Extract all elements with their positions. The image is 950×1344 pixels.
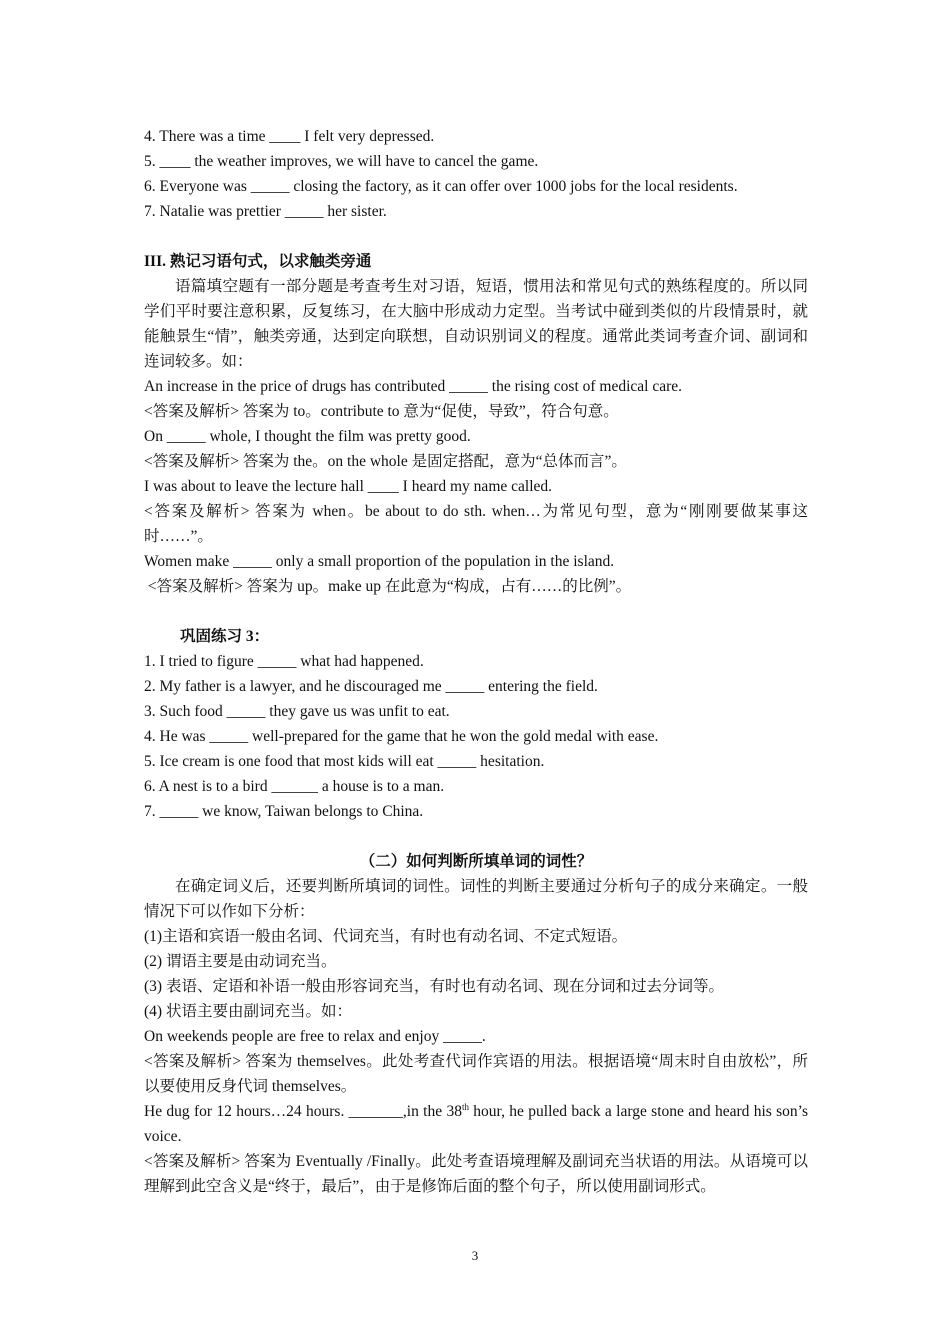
rule-item: (4) 状语主要由副词充当。如： — [144, 1003, 352, 1020]
example-question: On weekends people are free to relax and enjoy _____. — [144, 1028, 486, 1045]
page-number: 3 — [471, 1248, 479, 1263]
exercise-item: 6. A nest is to a bird ______ a house is to a man. — [144, 778, 445, 795]
exercise-item: 7. Natalie was prettier _____ her sister. — [144, 203, 387, 220]
example-question: An increase in the price of drugs has contributed _____ the rising cost of medical care. — [144, 378, 683, 395]
section-intro: 语篇填空题有一部分题是考查考生对习语，短语，惯用法和常见句式的熟练程度的。所以同学们平时要注意积累，反复练习，在大脑中形成动力定型。当考试中碰到类似的片段情景时，就能触景生“情”，触类旁通，达到定向联想，自动识别词义的程度。通常此类词考查介词、副词和连词较多。如： — [144, 278, 808, 370]
example-answer: <答案及解析> 答案为 to。contribute to 意为“促使，导致”，符合句意。 — [144, 403, 619, 420]
example-question-text: He dug for 12 hours…24 hours. _______,in the 38 — [144, 1103, 462, 1120]
part-intro: 在确定词义后，还要判断所填词的词性。词性的判断主要通过分析句子的成分来确定。一般情况下可以作如下分析： — [144, 878, 808, 920]
document-body — [144, 124, 808, 1199]
ordinal-suffix: th — [461, 1101, 469, 1112]
example-answer: <答案及解析> 答案为 Eventually /Finally。此处考查语境理解及副词充当状语的用法。从语境可以理解到此空含义是“终于，最后”，由于是修饰后面的整个句子，所以使用副词形式。 — [144, 1153, 808, 1195]
rule-item: (1)主语和宾语一般由名词、代词充当，有时也有动名词、不定式短语。 — [144, 928, 628, 945]
example-question: Women make _____ only a small proportion of the population in the island. — [144, 553, 615, 570]
exercise-item: 4. He was _____ well-prepared for the game that he won the gold medal with ease. — [144, 728, 659, 745]
exercise-item: 1. I tried to figure _____ what had happened. — [144, 653, 424, 670]
rule-item: (2) 谓语主要是由动词充当。 — [144, 953, 337, 970]
example-question: On _____ whole, I thought the film was pretty good. — [144, 428, 471, 445]
exercise-item: 3. Such food _____ they gave us was unfit to eat. — [144, 703, 450, 720]
exercise-item: 5. ____ the weather improves, we will have to cancel the game. — [144, 153, 539, 170]
example-question: I was about to leave the lecture hall ____ I heard my name called. — [144, 478, 553, 495]
exercise-item: 2. My father is a lawyer, and he discouraged me _____ entering the field. — [144, 678, 598, 695]
example-answer: <答案及解析> 答案为 the。on the whole 是固定搭配，意为“总体而言”。 — [144, 453, 627, 470]
part-heading: （二）如何判断所填单词的词性？ — [359, 853, 593, 870]
exercise-item: 4. There was a time ____ I felt very depressed. — [144, 128, 435, 145]
exercise-item: 5. Ice cream is one food that most kids will eat _____ hesitation. — [144, 753, 545, 770]
example-answer: <答案及解析> 答案为 themselves。此处考查代词作宾语的用法。根据语境“周末时自由放松”，所以要使用反身代词 themselves。 — [144, 1053, 808, 1095]
exercise-item: 7. _____ we know, Taiwan belongs to China. — [144, 803, 424, 820]
example-answer: <答案及解析> 答案为 when。be about to do sth. when…为常见句型，意为“刚刚要做某事这时……”。 — [144, 503, 808, 545]
rule-item: (3) 表语、定语和补语一般由形容词充当，有时也有动名词、现在分词和过去分词等。 — [144, 978, 724, 995]
example-question-text: hour, he pulled back a large stone and heard his son’s voice. — [144, 1103, 808, 1145]
section-heading: III. 熟记习语句式，以求触类旁通 — [144, 253, 372, 270]
example-question — [144, 1099, 808, 1149]
exercise-heading: 巩固练习 3： — [180, 628, 270, 645]
example-answer: <答案及解析> 答案为 up。make up 在此意为“构成，占有……的比例”。 — [144, 578, 632, 595]
exercise-item: 6. Everyone was _____ closing the factory, as it can offer over 1000 jobs for the local residents. — [144, 178, 738, 195]
